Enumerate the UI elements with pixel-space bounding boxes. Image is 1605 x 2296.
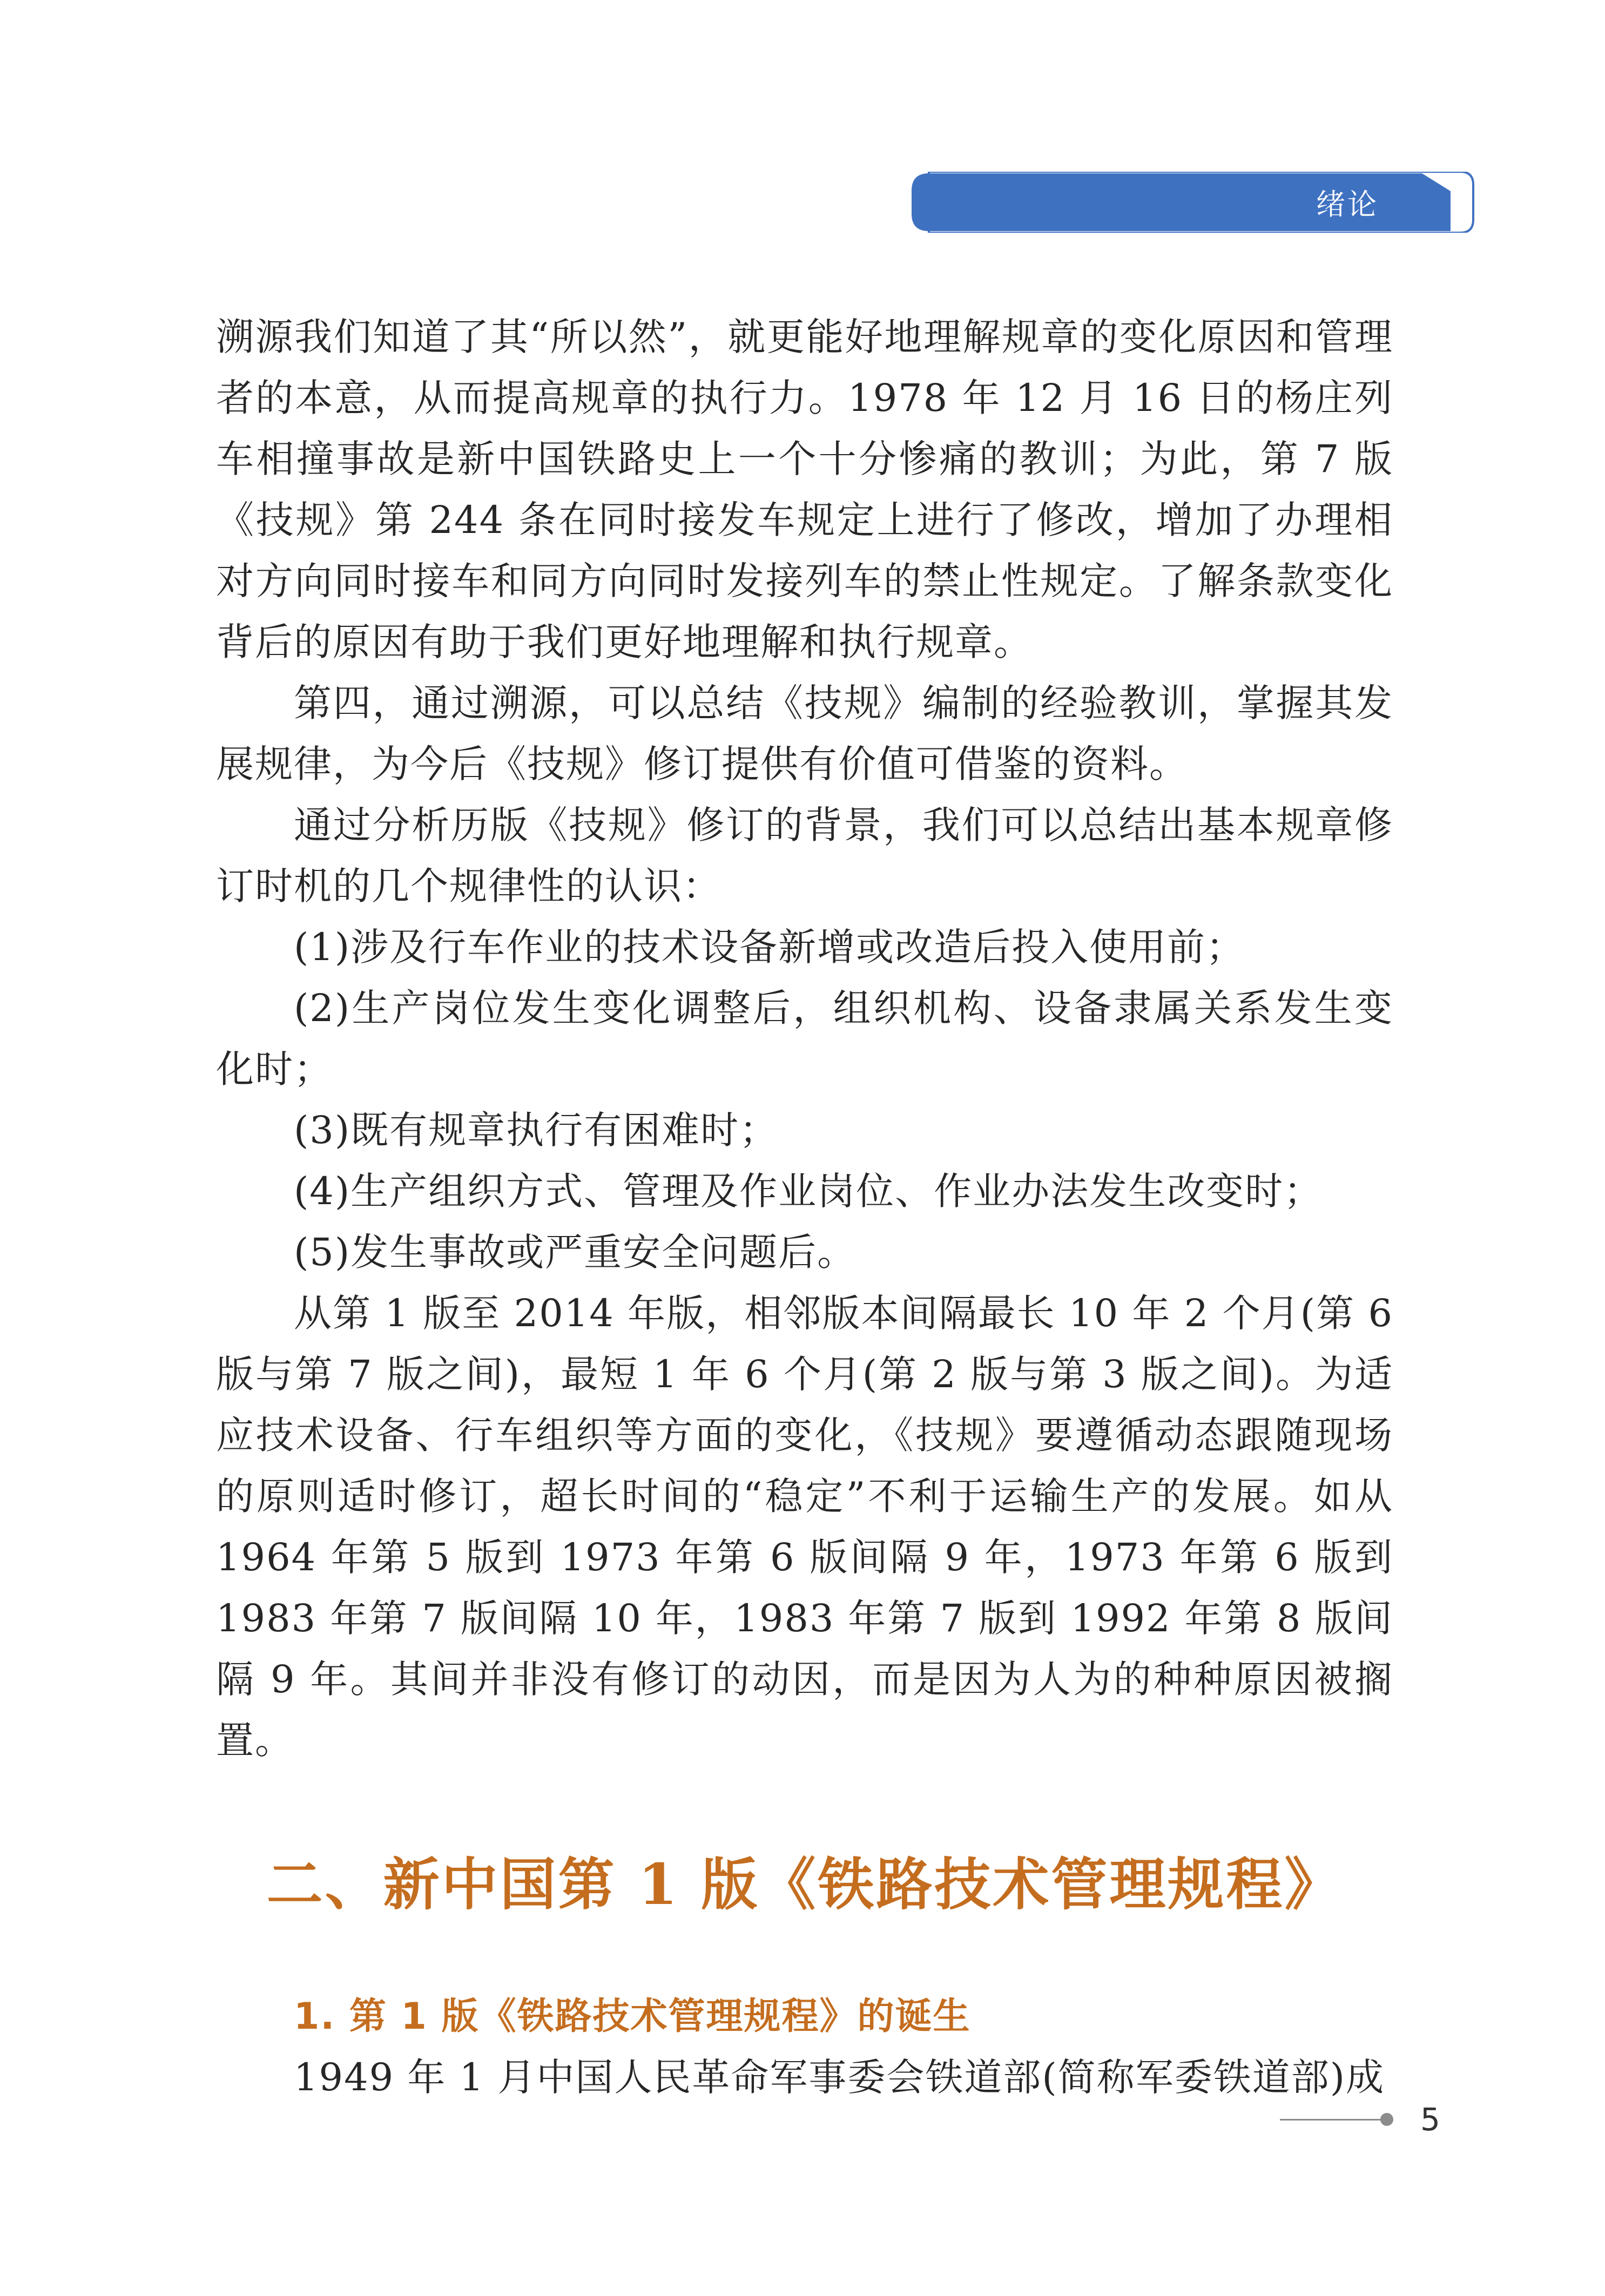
page-footer — [1280, 2098, 1458, 2141]
chapter-header-tab — [912, 172, 1479, 233]
footer-dot — [1380, 2113, 1393, 2126]
paragraph-continuation: 溯源我们知道了其“所以然”，就更能好地理解规章的变化原因和管理者的本意，从而提高规章的执行力。1978 年 12 月 16 日的杨庄列车相撞事故是新中国铁路史上一个十分惨痛的教训；为此，第 7 版《技规》第 244 条在同时接发车规定上进行了修改，增加了办理相对方向同时接车和同方向同时发接列车的禁止性规定。了解条款变化背后的原因有助于我们更好地理解和执行规章。 — [216, 315, 1393, 664]
paragraph-fourth-point: 第四，通过溯源，可以总结《技规》编制的经验教训，掌握其发展规律，为今后《技规》修订提供有价值可借鉴的资料。 — [216, 681, 1393, 786]
list-item-4: (4)生产组织方式、管理及作业岗位、作业办法发生改变时； — [294, 1169, 1323, 1213]
paragraph-revision-intervals: 从第 1 版至 2014 年版，相邻版本间隔最长 10 年 2 个月(第 6 版与第 7 版之间)，最短 1 年 6 个月(第 2 版与第 3 版之间)。为适应技术设备、行车组织等方面的变化，《技规》要遵循动态跟随现场的原则适时修订，超长时间的“稳定”不利于运输生产的发展。如从 1964 年第 5 版到 1973 年第 6 版间隔 9 年，1973 年第 6 版到 1983 年第 7 版间隔 10 年，1983 年第 7 版到 1992 年第 8 版间隔 9 年。其间并非没有修订的动因，而是因为人为的种种原因被搁置。 — [216, 1291, 1393, 1762]
page-body — [216, 307, 1393, 2108]
list-item-1: (1)涉及行车作业的技术设备新增或改造后投入使用前； — [294, 925, 1245, 969]
list-item-2: (2)生产岗位发生变化调整后，组织机构、设备隶属关系发生变化时； — [216, 986, 1393, 1091]
footer-rule — [1280, 2119, 1383, 2121]
section-heading: 二、新中国第 1 版《铁路技术管理规程》 — [266, 1851, 1343, 1917]
chapter-title: 绪论 — [1316, 187, 1379, 221]
list-item-5: (5)发生事故或严重安全问题后。 — [294, 1230, 857, 1274]
list-item-3: (3)既有规章执行有困难时； — [294, 1108, 779, 1152]
paragraph-section-start: 1949 年 1 月中国人民革命军事委会铁道部(简称军委铁道部)成 — [294, 2055, 1385, 2099]
subsection-heading: 1. 第 1 版《铁路技术管理规程》的诞生 — [294, 1995, 971, 2038]
paragraph-intro-list: 通过分析历版《技规》修订的背景，我们可以总结出基本规章修订时机的几个规律性的认识： — [216, 803, 1393, 908]
page-number: 5 — [1420, 2101, 1440, 2138]
